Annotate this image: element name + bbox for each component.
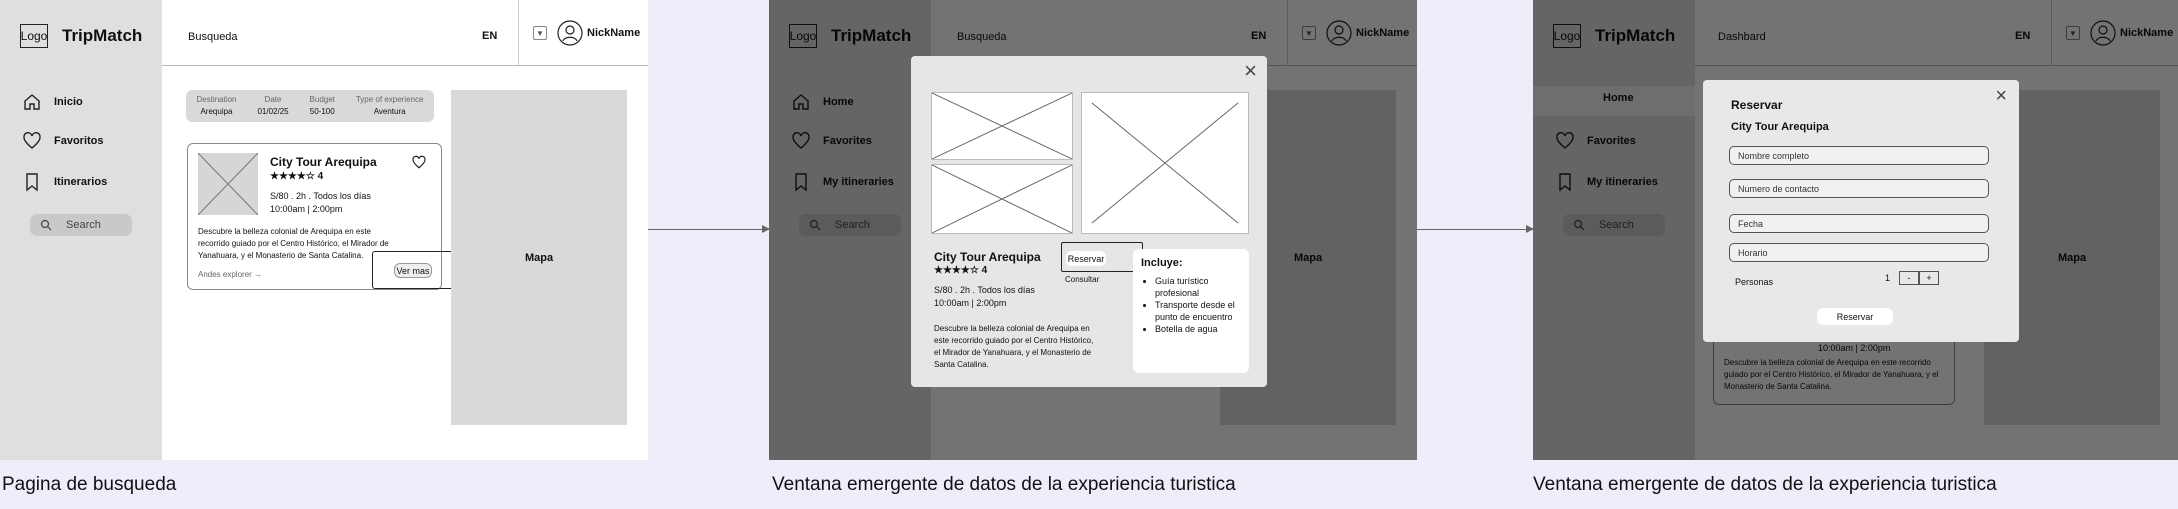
home-icon xyxy=(22,92,42,112)
screen-reservation-popup xyxy=(1533,0,2178,460)
user-name: NickName xyxy=(587,27,641,39)
caption-popup: Ventana emergente de datos de la experiencia turistica xyxy=(772,474,1236,495)
sidebar-item-label: Inicio xyxy=(54,96,83,108)
filter-bar[interactable] xyxy=(186,90,434,122)
user-menu[interactable] xyxy=(557,20,640,46)
modal-title: Reservar xyxy=(1731,98,1783,112)
ver-mas-button[interactable]: Ver mas xyxy=(394,263,432,278)
filter-label: Type of experience xyxy=(355,95,424,104)
tour-description: Descubre la belleza colonial de Arequipa en este recorrido guiado por el Centro Histórico, el Mirador de Yanahuara, y el Monasterio de Santa Catalina. xyxy=(198,227,389,260)
tour-image-placeholder xyxy=(198,153,258,215)
rating xyxy=(934,265,987,276)
price-line: S/80 . 2h . Todos los días xyxy=(934,285,1035,295)
tour-title: City Tour Arequipa xyxy=(270,155,377,169)
includes-panel xyxy=(1133,249,1249,373)
filter-value: Arequipa xyxy=(200,107,233,116)
filter-value: 50-100 xyxy=(309,107,335,116)
rating-stars: ★★★★☆ xyxy=(934,265,979,276)
reservation-modal xyxy=(1703,80,2019,342)
time-field[interactable]: Horario xyxy=(1729,243,1989,262)
includes-item: • Transporte desde el punto de encuentro xyxy=(1155,299,1241,323)
tour-title: City Tour Arequipa xyxy=(1731,121,1829,133)
header-separator xyxy=(518,0,519,65)
gallery-image-main xyxy=(1081,92,1249,234)
rating-value: 4 xyxy=(981,265,988,276)
filter-experience-type[interactable] xyxy=(356,95,424,122)
minus-button[interactable]: - xyxy=(1899,271,1919,285)
rating-stars: ★★★★☆ xyxy=(270,171,315,182)
flow-arrow xyxy=(1417,229,1533,230)
search-icon xyxy=(40,219,52,231)
sidebar-item-label: Itinerarios xyxy=(54,176,108,188)
header-divider xyxy=(162,65,648,66)
time-line: 10:00am | 2:00pm xyxy=(270,204,343,214)
heart-icon xyxy=(22,131,42,151)
submit-reservation-button[interactable]: Reservar xyxy=(1817,308,1893,325)
contact-number-field[interactable]: Numero de contacto xyxy=(1729,179,1989,198)
filter-label: Date xyxy=(264,95,282,104)
search-placeholder: Search xyxy=(66,219,101,231)
sidebar-item-favoritos[interactable] xyxy=(22,131,104,151)
reservar-button[interactable]: Reservar xyxy=(1066,251,1106,266)
highlight-box xyxy=(1061,242,1143,272)
filter-label: Destination xyxy=(196,95,237,104)
page-title: Busqueda xyxy=(188,31,238,43)
date-field[interactable]: Fecha xyxy=(1729,214,1989,233)
sidebar-item-itinerarios[interactable] xyxy=(22,172,107,192)
dropdown-icon[interactable]: ▼ xyxy=(533,26,547,40)
operator-link[interactable]: Andes explorer → xyxy=(198,270,263,279)
filter-date[interactable] xyxy=(257,95,288,122)
search-input[interactable] xyxy=(30,214,132,236)
rating xyxy=(270,171,323,182)
sidebar-item-label: Favoritos xyxy=(54,135,104,147)
includes-title: Incluye: xyxy=(1141,257,1183,269)
gallery-image-2 xyxy=(931,164,1073,234)
language-selector[interactable]: EN xyxy=(482,30,498,42)
screen-experience-popup xyxy=(769,0,1417,460)
persons-label: Personas xyxy=(1735,277,1774,287)
logo[interactable]: Logo xyxy=(20,24,48,48)
includes-list xyxy=(1141,275,1241,335)
tour-description: Descubre la belleza colonial de Arequipa en este recorrido guiado por el Centro Histórico, el Mirador de Yanahuara, y el Monasterio de Santa Catalina. xyxy=(934,324,1094,369)
caption-search: Pagina de busqueda xyxy=(2,474,177,495)
favorite-heart-icon[interactable] xyxy=(411,155,427,170)
sidebar-item-inicio[interactable] xyxy=(22,92,83,112)
plus-button[interactable]: + xyxy=(1919,271,1939,285)
persons-value: 1 xyxy=(1885,273,1891,283)
brand-name: TripMatch xyxy=(62,26,143,45)
name-field[interactable]: Nombre completo xyxy=(1729,146,1989,165)
time-line: 10:00am | 2:00pm xyxy=(934,298,1007,308)
map-panel[interactable]: Mapa xyxy=(451,90,627,425)
experience-modal xyxy=(911,56,1267,387)
flow-arrow xyxy=(648,229,769,230)
includes-item: • Botella de agua xyxy=(1155,323,1241,335)
filter-value: Aventura xyxy=(373,107,406,116)
filter-label: Budget xyxy=(309,95,335,104)
price-line: S/80 . 2h . Todos los días xyxy=(270,191,371,201)
close-icon[interactable]: × xyxy=(1995,85,2007,107)
includes-item: • Guía turístico profesional xyxy=(1155,275,1241,299)
rating-value: 4 xyxy=(317,171,324,182)
consultar-button[interactable]: Consultar xyxy=(1065,275,1100,284)
gallery-image-1 xyxy=(931,92,1073,160)
highlight-box xyxy=(372,251,454,289)
close-icon[interactable]: × xyxy=(1244,58,1257,83)
tour-title: City Tour Arequipa xyxy=(934,250,1041,264)
filter-value: 01/02/25 xyxy=(257,107,289,116)
filter-budget[interactable] xyxy=(310,95,335,122)
bookmark-icon xyxy=(22,172,42,192)
user-avatar-icon xyxy=(557,20,583,46)
screen-search xyxy=(0,0,648,460)
filter-destination[interactable] xyxy=(196,95,236,122)
caption-reservation: Ventana emergente de datos de la experiencia turistica xyxy=(1533,474,1997,495)
sidebar xyxy=(0,0,162,460)
